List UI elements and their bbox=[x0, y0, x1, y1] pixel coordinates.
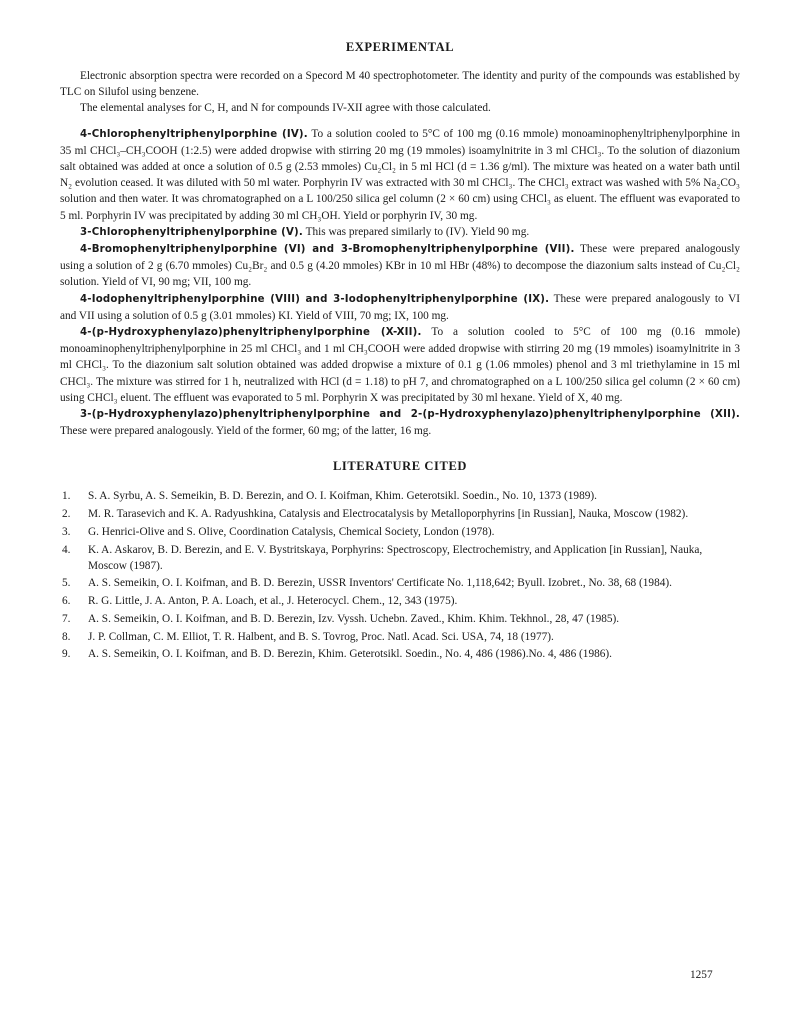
reference-number: 4. bbox=[62, 543, 71, 556]
reference-text: R. G. Little, J. A. Anton, P. A. Loach, et al., J. Heterocycl. Chem., 12, 343 (1975). bbox=[88, 595, 458, 608]
procedure-paragraph bbox=[60, 241, 740, 291]
reference-text: A. S. Semeikin, O. I. Koifman, and B. D. Berezin, Izv. Vyssh. Uchebn. Zaved., Khim. Khim. Tekhnol., 28, 47 (1985). bbox=[88, 612, 620, 625]
reference-text: A. S. Semeikin, O. I. Koifman, and B. D. Berezin, USSR Inventors' Certificate No. 1,118,642; Byull. Izobret., No. 38, 68 (1984). bbox=[88, 577, 672, 590]
procedure-text: To a solution cooled to 5°C of 100 mg (0.16 mmole) monoaminophenyltriphenylporphine in 35 ml CHCl₃–CH₃COOH (1:2.5) were added dropwise with stirring 20 mg (19 mmoles) isoamylnitrite in 3 ml CHCl₃. To the solution of diazonium salt obtained was added at once a solution of 0.5 g (2.53 mmoles) Cu₂Cl₂ in 5 ml HCl (d = 1.36 g/ml). The mixture was heated on a water bath until N₂ evolution ceased. It was diluted with 50 ml water. Porphyrin IV was extracted with 30 ml CHCl₃. The CHCl₃ extract was washed with 5% Na₂CO₃ solution and then water. It was chromatographed on a L 100/250 silica gel column (2 × 60 cm) using CHCl₃ as eluent. The effluent was evaporated to 5 ml. Porphyrin IV was precipitated by adding 30 ml CH₃OH. Yield or porphyrin IV, 30 mg. bbox=[60, 127, 741, 222]
procedure-text: These were prepared analogously. Yield of the former, 60 mg; of the latter, 16 mg. bbox=[60, 425, 432, 438]
procedure-text: These were prepared analogously using a solution of 2 g (6.70 mmoles) Cu₂Br₂ and 0.5 g (4.20 mmoles) KBr in 10 ml HBr (48%) to decompose the diazonium salts instead of Cu₂Cl₂ solution. Yield of VI, 90 mg; VII, 100 mg. bbox=[60, 243, 740, 289]
literature-heading: LITERATURE CITED bbox=[332, 459, 468, 474]
compound-title: 3-Chlorophenyltriphenylporphine (V). bbox=[80, 226, 303, 238]
reference-item bbox=[60, 611, 740, 627]
reference-number: 2. bbox=[62, 508, 71, 521]
reference-text: K. A. Askarov, B. D. Berezin, and E. V. Bystritskaya, Porphyrins: Spectroscopy, Electrochemistry, and Application [in Russian], Nauka, Moscow (1987). bbox=[88, 543, 703, 572]
procedure-paragraph bbox=[60, 224, 740, 241]
compound-title: 4-(p-Hydroxyphenylazo)phenyltriphenylporphine (X-XII). bbox=[80, 327, 422, 339]
reference-item bbox=[60, 646, 740, 662]
intro-paragraph: The elemental analyses for C, H, and N for compounds IV-XII agree with those calculated. bbox=[80, 102, 491, 115]
reference-item bbox=[60, 593, 740, 609]
reference-text: J. P. Collman, C. M. Elliot, T. R. Halbent, and B. S. Tovrog, Proc. Natl. Acad. Sci. USA, 74, 18 (1977). bbox=[88, 630, 554, 643]
procedure-paragraph bbox=[60, 291, 740, 324]
procedure-text: These were prepared analogously to VI and VII using a solution of 0.5 g (3.01 mmoles) KI. Yield of VIII, 70 mg; IX, 100 mg. bbox=[60, 292, 740, 322]
reference-item bbox=[60, 629, 740, 645]
reference-item bbox=[60, 506, 740, 522]
reference-number: 1. bbox=[62, 490, 71, 503]
page-number: 1257 bbox=[690, 969, 713, 981]
intro-paragraph: Electronic absorption spectra were recorded on a Specord M 40 spectrophotometer. The identity and purity of the compounds was established by TLC on Silufol using benzene. bbox=[60, 70, 740, 99]
procedure-text: This was prepared similarly to (IV). Yield 90 mg. bbox=[305, 225, 530, 238]
page-content bbox=[60, 40, 740, 664]
reference-number: 9. bbox=[62, 648, 71, 661]
reference-item bbox=[60, 542, 740, 574]
compound-title: 4-Bromophenyltriphenylporphine (VI) and 3-Bromophenyltriphenylporphine (VII). bbox=[80, 244, 575, 256]
reference-number: 5. bbox=[62, 577, 71, 590]
procedure-text: To a solution cooled to 5°C of 100 mg (0.16 mmole) monoaminophenyltriphenylporphine in 25 ml CHCl₃ and 1 ml CH₃COOH were added dropwise with stirring 20 mg (19 mmoles) isoamylnitrite in 3 ml CHCl₃. To the diazonium salt solution obtained was added dropwise a mixture of 0.1 g (1.06 mmoles) phenol and 3 ml triethylamine in 15 ml CHCl₃. The mixture was stirred for 1 h, neutralized with HCl (d = 1.18) to pH 7, and chromatographed on a L 100/250 silica gel column (2 × 60 cm) using CHCl₃ eluent. The effluent was evaporated to 5 ml. Porphyrin X was precipitated by 30 ml hexane. Yield of X, 40 mg. bbox=[60, 326, 741, 404]
reference-text: G. Henrici-Olive and S. Olive, Coordination Catalysis, Chemical Society, London (1978). bbox=[88, 525, 495, 538]
reference-item bbox=[60, 488, 740, 504]
reference-item bbox=[60, 575, 740, 591]
compound-title: 4-Chlorophenyltriphenylporphine (IV). bbox=[80, 128, 308, 140]
compound-title: 4-Iodophenyltriphenylporphine (VIII) and 3-Iodophenyltriphenylporphine (IX). bbox=[80, 293, 550, 305]
procedure-paragraph bbox=[60, 406, 740, 439]
reference-number: 3. bbox=[62, 525, 71, 538]
procedure-paragraph bbox=[60, 324, 740, 406]
procedure-paragraph bbox=[60, 126, 740, 224]
reference-number: 6. bbox=[62, 595, 71, 608]
reference-number: 7. bbox=[62, 612, 71, 625]
compound-title: 3-(p-Hydroxyphenylazo)phenyltriphenylporphine and 2-(p-Hydroxyphenylazo)phenyltriphenylporphine (XII). bbox=[80, 409, 740, 421]
reference-number: 8. bbox=[62, 630, 71, 643]
reference-text: M. R. Tarasevich and K. A. Radyushkina, Catalysis and Electrocatalysis by Metalloporphyrins [in Russian], Nauka, Moscow (1982). bbox=[88, 508, 689, 521]
reference-list bbox=[60, 488, 740, 662]
reference-text: S. A. Syrbu, A. S. Semeikin, B. D. Berezin, and O. I. Koifman, Khim. Geterotsikl. Soedin., No. 10, 1373 (1989). bbox=[88, 490, 597, 503]
experimental-heading: EXPERIMENTAL bbox=[345, 40, 455, 54]
reference-text: A. S. Semeikin, O. I. Koifman, and B. D. Berezin, Khim. Geterotsikl. Soedin., No. 4, 486 (1986).No. 4, 486 (1986). bbox=[88, 648, 612, 661]
reference-item bbox=[60, 524, 740, 540]
